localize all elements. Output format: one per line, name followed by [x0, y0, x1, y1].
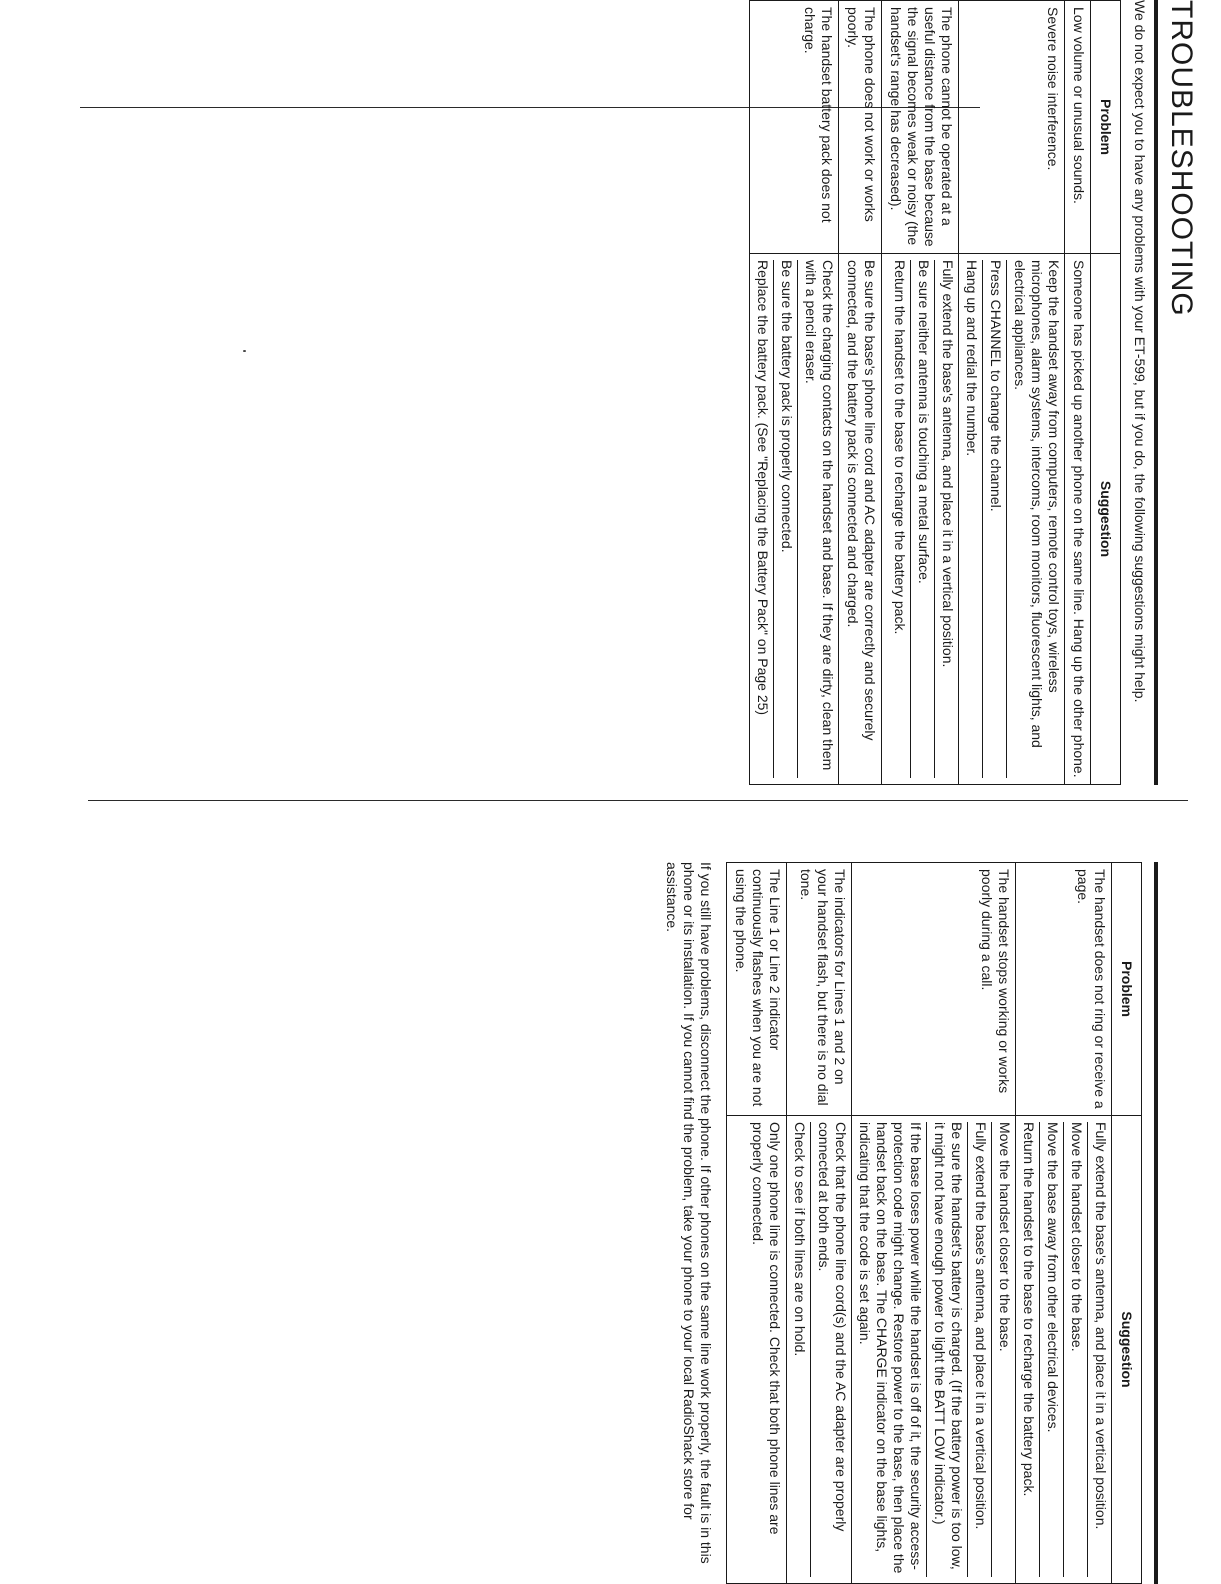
suggestion-item: Check the charging contacts on the handset and base. If they are dirty, clean them with a pencil eraser. — [797, 260, 838, 778]
troubleshooting-table-1 — [749, 0, 1121, 785]
page-title: TROUBLESHOOTING — [1154, 0, 1198, 785]
suggestion-item: Keep the handset away from computers, remote control toys, wireless microphones, alarm systems, intercoms, room monitors, fluorescent lights, and electrical appliances. — [1006, 260, 1064, 778]
intro-text: We do not expect you to have any problems with your ET-599, but if you do, the following suggestions might help. — [1132, 0, 1148, 703]
suggestion-item: Return the handset to the base to recharge the battery pack. — [1021, 1122, 1037, 1497]
page-top-rule — [1154, 862, 1158, 1584]
problem-cell: Severe noise interference. — [959, 1, 1065, 254]
problem-cell: Low volume or unusual sounds. — [1065, 1, 1091, 254]
suggestion-item: Check to see if both lines are on hold. — [792, 1122, 808, 1357]
suggestion-item: Move the base away from other electrical devices. — [1039, 1122, 1063, 1577]
problem-cell: The phone cannot be operated at a useful distance from the base because the signal becomes weak or noisy (the handset's range has decreased). — [882, 1, 959, 254]
problem-cell: The handset stops working or works poorly during a call. — [852, 863, 1016, 1116]
suggestion-cell: Be sure the base's phone line cord and AC adapter are correctly and securely connected, and the battery pack is connected and charged. — [839, 254, 882, 785]
suggestion-item: Check that the phone line cord(s) and the AC adapter are properly connected at both ends. — [810, 1122, 851, 1577]
problem-header: Problem — [1091, 1, 1121, 254]
table-row — [839, 1, 882, 785]
closing-text: If you still have problems, disconnect the phone. If other phones on the same line work properly, the fault is in this phone or its installation. If you cannot find the problem, take your phone to your local RadioShack store for assistance. — [664, 862, 714, 1564]
suggestion-item: Fully extend the base's antenna, and place it in a vertical position. — [1087, 1122, 1111, 1577]
table-row — [1065, 1, 1091, 785]
table-row — [787, 863, 852, 1584]
table-row — [882, 1, 959, 785]
suggestion-item: Be sure the handset's battery is charged. (If the battery power is too low, it might not have enough power to light the BATT LOW indicator.) — [926, 1122, 967, 1577]
problem-cell: The phone does not work or works poorly. — [839, 1, 882, 254]
table-row — [750, 1, 839, 785]
table-row — [1016, 863, 1112, 1584]
suggestion-header: Suggestion — [1112, 1116, 1142, 1584]
table-row — [959, 1, 1065, 785]
suggestion-item: Fully extend the base's antenna, and place it in a vertical position. — [967, 1122, 991, 1577]
suggestion-item: Press CHANNEL to change the channel. — [982, 260, 1006, 778]
page-2 — [198, 862, 1158, 1584]
suggestion-item: Move the handset closer to the base. — [1063, 1122, 1087, 1577]
problem-cell: The Line 1 or Line 2 indicator continuously flashes when you are not using the phone. — [727, 863, 787, 1116]
problem-header: Problem — [1112, 863, 1142, 1116]
table-row — [727, 863, 787, 1584]
suggestion-cell: Someone has picked up another phone on the same line. Hang up the other phone. — [1065, 254, 1091, 785]
suggestion-item: Move the handset closer to the base. — [991, 1122, 1015, 1577]
suggestion-header: Suggestion — [1091, 254, 1121, 785]
scan-speck — [243, 350, 246, 352]
troubleshooting-table-2 — [726, 862, 1142, 1584]
suggestion-item: If the base loses power while the handset is off of it, the security access-protection code might change. Restore power to the base, then place the handset back on the base. The CHARGE indicator on the base lights, indicating that the code is set again. — [857, 1122, 924, 1574]
suggestion-item: Be sure the battery pack is properly connected. — [773, 260, 797, 778]
table-row — [852, 863, 1016, 1584]
problem-cell: The handset battery pack does not charge. — [750, 1, 839, 254]
suggestion-cell: Only one phone line is connected. Check that both phone lines are properly connected. — [727, 1116, 787, 1584]
suggestion-item: Fully extend the base's antenna, and place it in a vertical position. — [934, 260, 958, 778]
page-1 — [278, 0, 1198, 785]
suggestion-item: Hang up and redial the number. — [964, 260, 980, 457]
problem-cell: The handset does not ring or receive a page. — [1016, 863, 1112, 1116]
fold-line-middle — [88, 800, 1188, 801]
suggestion-item: Replace the battery pack. (See "Replacing the Battery Pack" on Page 25) — [755, 260, 771, 716]
suggestion-item: Be sure neither antenna is touching a metal surface. — [910, 260, 934, 778]
suggestion-item: Return the handset to the base to recharge the battery pack. — [892, 260, 908, 635]
problem-cell: The indicators for Lines 1 and 2 on your handset flash, but there is no dial tone. — [787, 863, 852, 1116]
